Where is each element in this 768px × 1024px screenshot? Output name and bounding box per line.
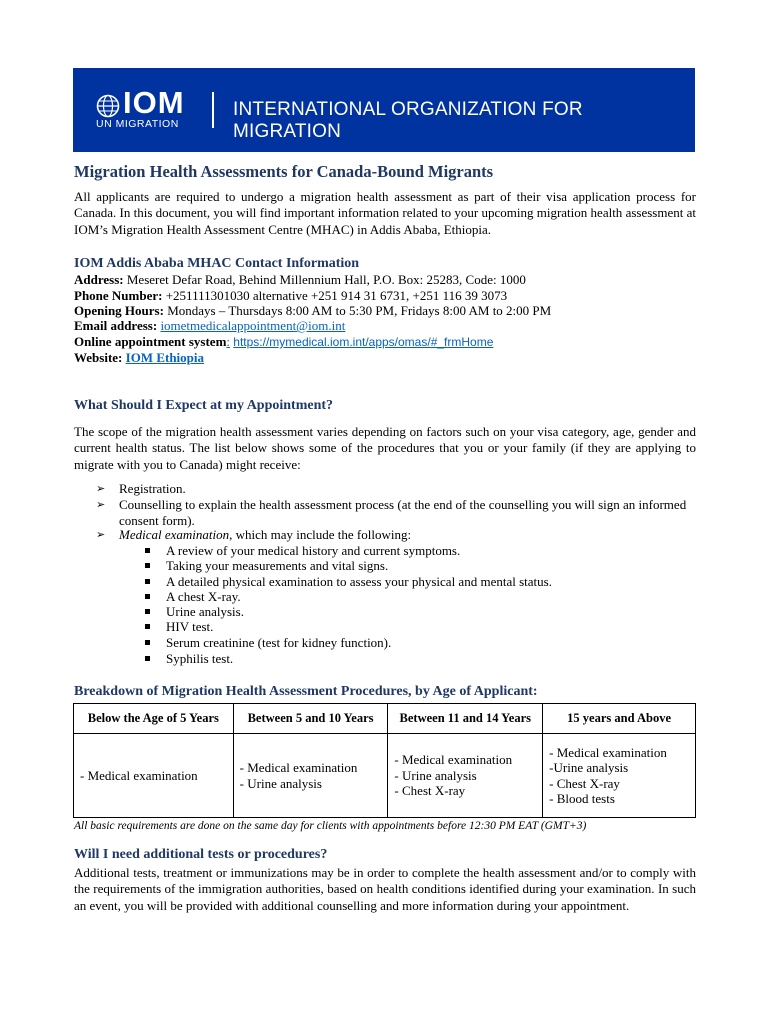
sub-list-item-text: Syphilis test. — [166, 651, 234, 666]
expect-heading: What Should I Expect at my Appointment? — [74, 398, 334, 413]
list-item-text: Registration. — [119, 481, 186, 496]
square-bullet-icon — [145, 624, 150, 629]
email-link[interactable]: iometmedicalappointment@iom.int — [160, 318, 346, 333]
table-cell — [74, 734, 234, 818]
sub-list-item-text: Taking your measurements and vital signs. — [166, 558, 389, 573]
arrow-bullet-icon: ➢ — [96, 498, 106, 511]
phone-value: +251111301030 alternative +251 914 31 6731, +251 116 39 3073 — [162, 288, 508, 303]
phone-label: Phone Number: — [74, 288, 163, 303]
procedure-item: - Chest X-ray — [549, 775, 620, 791]
list-item-text — [119, 527, 697, 543]
intro-paragraph: All applicants are required to undergo a migration health assessment as part of their visa application process for Canada. In this document, you will find important information related to your upcoming migration health assessment at IOM’s Migration Health Assessment Centre (MHAC) in Addis Ababa, Ethiopia. — [74, 189, 696, 237]
hours-line — [74, 303, 551, 319]
procedure-item: - Medical examination — [549, 744, 667, 760]
sub-list-item-text: A chest X-ray. — [166, 589, 241, 604]
online-label: Online appointment system — [74, 334, 227, 349]
column-header: Between 11 and 14 Years — [388, 704, 543, 734]
square-bullet-icon — [145, 609, 150, 614]
sub-list-item-text: Urine analysis. — [166, 604, 244, 619]
hours-label: Opening Hours: — [74, 303, 164, 318]
phone-line — [74, 288, 507, 304]
address-value: Meseret Defar Road, Behind Millennium Hall, P.O. Box: 25283, Code: 1000 — [123, 272, 526, 287]
header-banner — [73, 68, 695, 152]
table-cell — [388, 734, 543, 818]
banner-divider — [212, 92, 214, 128]
table-cell — [233, 734, 388, 818]
square-bullet-icon — [145, 579, 150, 584]
additional-heading: Will I need additional tests or procedures? — [74, 847, 328, 862]
square-bullet-icon — [145, 656, 150, 661]
medical-exam-rest: , which may include the following: — [229, 527, 412, 542]
iom-globe-icon — [96, 94, 120, 118]
expect-paragraph: The scope of the migration health assessment varies depending on factors such on your visa category, age, gender and current health status. The list below shows some of the procedures that you or your family (if they are applying to migrate with you to Canada) might receive: — [74, 424, 696, 472]
list-item-text: Counselling to explain the health assessment process (at the end of the counselling you will sign an informed consent form). — [119, 497, 687, 528]
arrow-bullet-icon: ➢ — [96, 528, 106, 541]
table-footnote: All basic requirements are done on the same day for clients with appointments before 12:30 PM EAT (GMT+3) — [74, 820, 587, 832]
procedure-item: -Urine analysis — [549, 760, 629, 775]
website-link[interactable]: IOM Ethiopia — [125, 350, 205, 365]
contact-heading: IOM Addis Ababa MHAC Contact Information — [74, 256, 360, 271]
arrow-bullet-icon: ➢ — [96, 482, 106, 495]
table-cell — [543, 734, 696, 818]
online-appointment-link[interactable]: https://mymedical.iom.int/apps/omas/#_frmHome — [233, 335, 494, 349]
org-name: INTERNATIONAL ORGANIZATION FOR MIGRATION — [233, 99, 583, 142]
procedure-item: - Medical examination — [239, 760, 358, 775]
table-row — [74, 734, 696, 818]
breakdown-heading: Breakdown of Migration Health Assessment Procedures, by Age of Applicant: — [74, 684, 538, 699]
column-header: Below the Age of 5 Years — [74, 704, 234, 734]
logo-text: IOM — [123, 85, 185, 120]
sub-list-item-text: A detailed physical examination to assess your physical and mental status. — [166, 574, 552, 589]
procedure-item: - Medical examination — [80, 767, 198, 783]
address-line — [74, 272, 526, 288]
procedure-item: - Chest X-ray — [394, 783, 466, 799]
square-bullet-icon — [145, 640, 150, 645]
procedure-item: - Urine analysis — [239, 775, 322, 791]
column-header: Between 5 and 10 Years — [233, 704, 388, 734]
table-header-row — [74, 704, 696, 734]
procedure-item: - Blood tests — [549, 791, 615, 806]
medical-exam-italic: Medical examination — [119, 527, 230, 542]
email-label: Email address: — [74, 318, 158, 333]
breakdown-table — [73, 703, 696, 818]
online-colon[interactable]: : — [226, 334, 231, 349]
online-line — [74, 334, 493, 350]
square-bullet-icon — [145, 594, 150, 599]
website-label: Website: — [74, 350, 123, 365]
logo-subtext: UN MIGRATION — [96, 118, 179, 130]
sub-list-item-text: A review of your medical history and current symptoms. — [166, 543, 461, 558]
page-title: Migration Health Assessments for Canada-Bound Migrants — [74, 162, 494, 181]
additional-paragraph: Additional tests, treatment or immunizations may be in order to complete the health assessment and/or to comply with the requirements of the immigration authorities, based on health conditions identified during your examination. In such an event, you will be provided with additional counselling and more information during your appointment. — [74, 865, 696, 913]
address-label: Address: — [74, 272, 124, 287]
column-header: 15 years and Above — [543, 704, 696, 734]
sub-list-item-text: HIV test. — [166, 619, 214, 634]
square-bullet-icon — [145, 548, 150, 553]
email-line — [74, 318, 345, 334]
website-line — [74, 350, 204, 366]
square-bullet-icon — [145, 563, 150, 568]
procedure-item: - Medical examination — [394, 752, 513, 768]
procedure-item: - Urine analysis — [394, 767, 477, 783]
sub-list-item-text: Serum creatinine (test for kidney function). — [166, 635, 392, 650]
hours-value: Mondays – Thursdays 8:00 AM to 5:30 PM, Fridays 8:00 AM to 2:00 PM — [163, 303, 552, 318]
